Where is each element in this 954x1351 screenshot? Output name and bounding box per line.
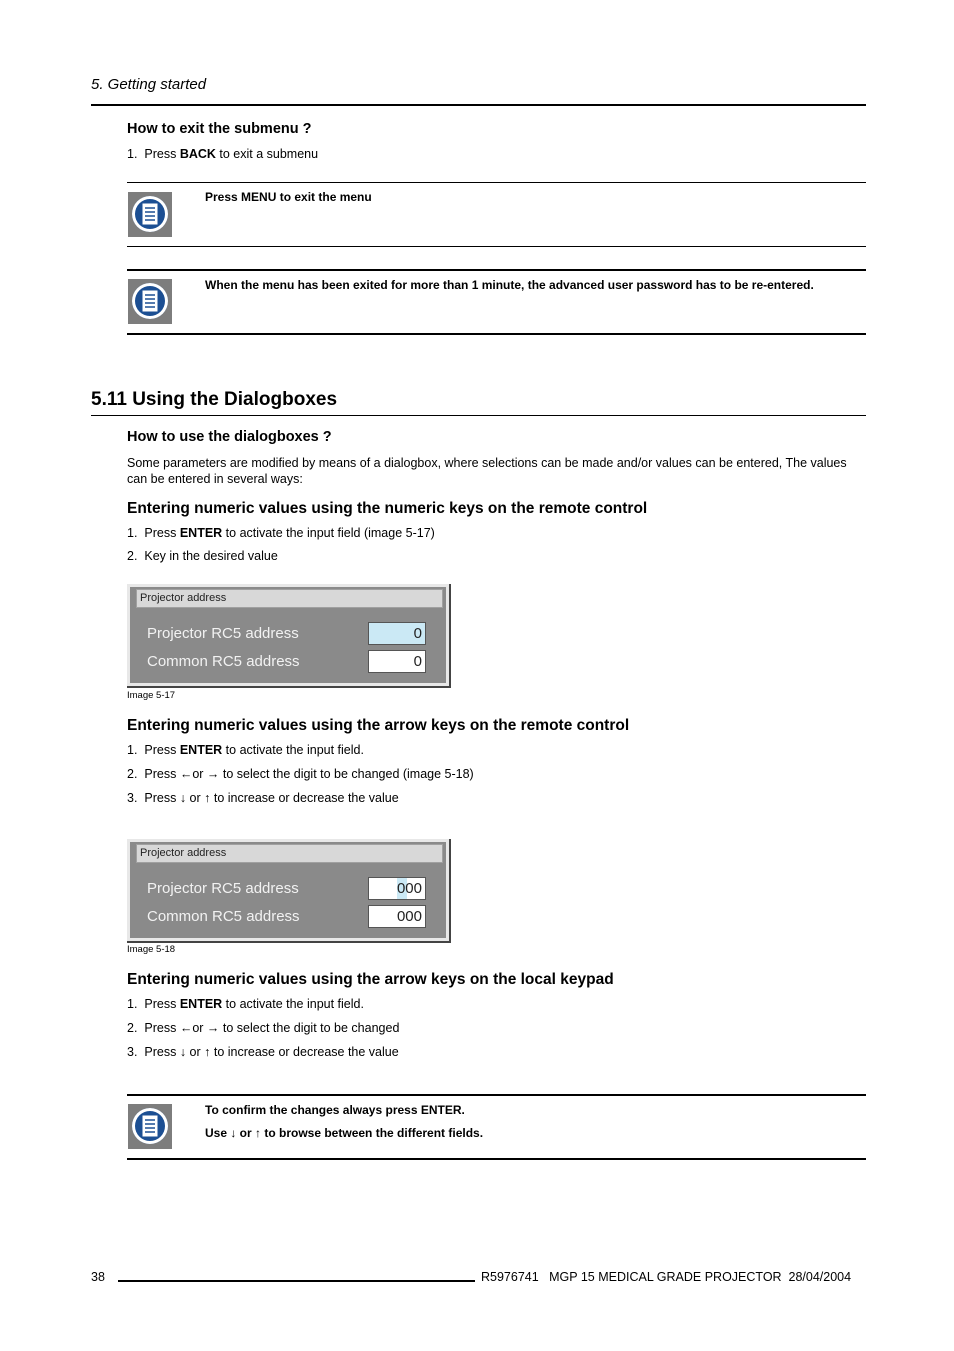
step-number: 2. (127, 549, 138, 563)
step-key: ENTER (179, 526, 223, 540)
step-text: to activate the input field (image 5-17) (222, 526, 435, 540)
step-text: Press (144, 147, 180, 161)
step-number: 1. (127, 526, 138, 540)
projector-rc5-label: Projector RC5 address (147, 625, 299, 642)
projector-rc5-input[interactable]: 0 (368, 622, 426, 645)
step-key: ENTER (179, 743, 223, 757)
step-key: ENTER (179, 997, 223, 1011)
section-title: 5.11 Using the Dialogboxes (91, 389, 338, 410)
note-bottom-rule (127, 333, 866, 335)
step-text: Press ←or → to select the digit to be changed (image 5-18) (144, 767, 474, 781)
step-text: Press ↓ or ↑ to increase or decrease the value (144, 791, 399, 805)
note-text: Use ↓ or ↑ to browse between the different fields. (205, 1126, 484, 1140)
dialog-title: Projector address (136, 589, 443, 608)
step-text: Press (144, 997, 180, 1011)
step-number: 3. (127, 1045, 138, 1059)
note-bottom-rule (127, 1158, 866, 1160)
step-number: 2. (127, 1021, 138, 1035)
arrow-remote-step-1 (127, 743, 364, 757)
arrow-remote-step-3 (127, 791, 399, 805)
common-rc5-label: Common RC5 address (147, 653, 300, 670)
header-rule (91, 104, 866, 106)
projector-address-dialog (127, 584, 451, 688)
section-rule (91, 415, 866, 416)
image-caption: Image 5-17 (127, 690, 176, 701)
step-text: Key in the desired value (144, 549, 278, 563)
common-rc5-input[interactable]: 000 (368, 905, 426, 928)
step-number: 1. (127, 997, 138, 1011)
projector-rc5-label: Projector RC5 address (147, 880, 299, 897)
common-rc5-label: Common RC5 address (147, 908, 300, 925)
step-number: 1. (127, 147, 138, 161)
projector-address-dialog (127, 839, 451, 943)
arrow-local-heading: Entering numeric values using the arrow keys on the local keypad (127, 971, 614, 988)
numeric-step-2 (127, 549, 278, 563)
step-number: 3. (127, 791, 138, 805)
step-text: Press (144, 743, 180, 757)
arrow-local-step-2 (127, 1021, 399, 1035)
step-text: Press (144, 526, 180, 540)
note-top-rule (127, 1094, 866, 1096)
dialog-title: Projector address (136, 844, 443, 863)
note-icon (128, 1104, 172, 1149)
arrow-local-step-3 (127, 1045, 399, 1059)
common-rc5-input[interactable]: 0 (368, 650, 426, 673)
step-text: Press ↓ or ↑ to increase or decrease the value (144, 1045, 399, 1059)
arrow-remote-heading: Entering numeric values using the arrow keys on the remote control (127, 717, 630, 734)
exit-submenu-heading: How to exit the submenu ? (127, 121, 312, 137)
numeric-keys-heading: Entering numeric values using the numeric keys on the remote control (127, 500, 648, 517)
image-caption: Image 5-18 (127, 944, 176, 955)
note-icon (128, 192, 172, 237)
note-text: Press MENU to exit the menu (205, 190, 372, 204)
step-text: to activate the input field. (222, 997, 364, 1011)
intro-paragraph: Some parameters are modified by means of a dialogbox, where selections can be made and/or values can be entered, The values can be entered in several ways: (127, 456, 847, 486)
step-key: BACK (179, 147, 216, 161)
step-text: to activate the input field. (222, 743, 364, 757)
arrow-remote-step-2 (127, 767, 474, 781)
note-top-rule (127, 269, 866, 271)
note-text: When the menu has been exited for more than 1 minute, the advanced user password has to be re-entered. (205, 278, 814, 292)
note-bottom-rule (127, 246, 866, 247)
note-text: To confirm the changes always press ENTER. (205, 1103, 465, 1117)
arrow-local-step-1 (127, 997, 364, 1011)
note-icon (128, 279, 172, 324)
footer-doc-info: R5976741 MGP 15 MEDICAL GRADE PROJECTOR 28/04/2004 (481, 1270, 852, 1284)
exit-submenu-step-1 (127, 147, 318, 161)
step-number: 1. (127, 743, 138, 757)
page-number: 38 (91, 1270, 105, 1284)
step-text: to exit a submenu (215, 147, 319, 161)
footer-rule (118, 1280, 475, 1282)
step-number: 2. (127, 767, 138, 781)
note-top-rule (127, 182, 866, 183)
projector-rc5-input[interactable]: 000 (368, 877, 426, 900)
dialogboxes-subheading: How to use the dialogboxes ? (127, 429, 332, 445)
numeric-step-1 (127, 526, 435, 540)
step-text: Press ←or → to select the digit to be changed (144, 1021, 400, 1035)
chapter-header: 5. Getting started (91, 76, 207, 93)
